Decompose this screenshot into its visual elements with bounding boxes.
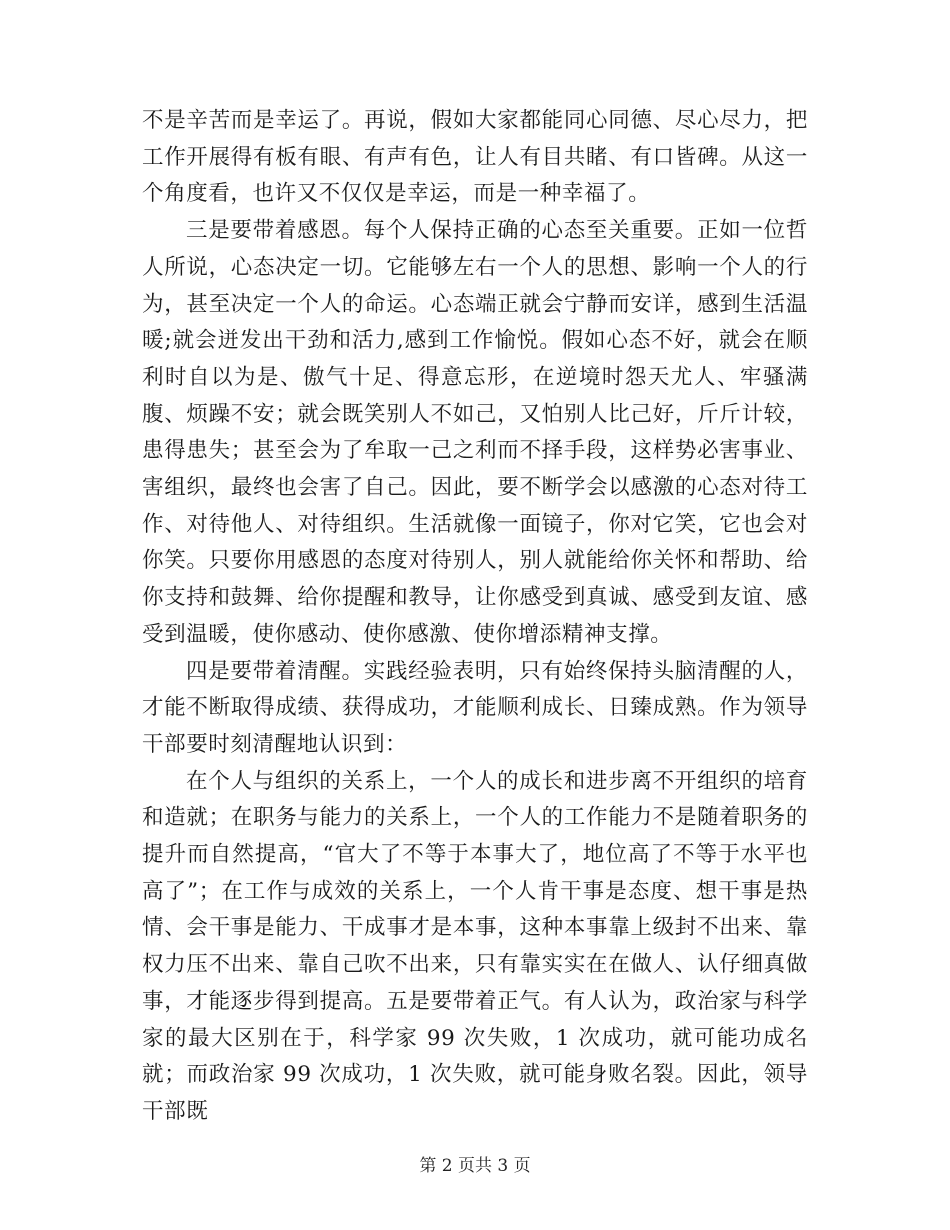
page-footer: 第 2 页共 3 页: [419, 1156, 531, 1176]
paragraph-continuation: 不是辛苦而是幸运了。再说，假如大家都能同心同德、尽心尽力，把工作开展得有板有眼、有声有色，让人有目共睹、有口皆碑。从这一个角度看，也许又不仅仅是幸运，而是一种幸福了。: [142, 108, 808, 207]
paragraph-relationships: 在个人与组织的关系上，一个人的成长和进步离不开组织的培育和造就；在职务与能力的关系上，一个人的工作能力不是随着职务的提升而自然提高，“官大了不等于本事大了，地位高了不等于水平也高了”；在工作与成效的关系上，一个人肯干事是态度、想干事是热情、会干事是能力、干成事才是本事，这种本事靠上级封不出来、靠权力压不出来、靠自己吹不出来，只有靠实实在在做人、认仔细真做事，才能逐步得到提高。五是要带着正气。有人认为，政治家与科学家的最大区别在于，科学家 99 次失败，1 次成功，就可能功成名就；而政治家 99 次成功，1 次失败，就可能身败名裂。因此，领导干部既: [142, 768, 808, 1124]
paragraph-gratitude: 三是要带着感恩。每个人保持正确的心态至关重要。正如一位哲人所说，心态决定一切。它能够左右一个人的思想、影响一个人的行为，甚至决定一个人的命运。心态端正就会宁静而安详，感到生活温暖;就会迸发出干劲和活力,感到工作愉悦。假如心态不好，就会在顺利时自以为是、傲气十足、得意忘形，在逆境时怨天尤人、牢骚满腹、烦躁不安；就会既笑别人不如己，又怕别人比己好，斤斤计较，患得患失；甚至会为了牟取一己之利而不择手段，这样势必害事业、害组织，最终也会害了自己。因此，要不断学会以感激的心态对待工作、对待他人、对待组织。生活就像一面镜子，你对它笑，它也会对你笑。只要你用感恩的态度对待别人，别人就能给你关怀和帮助、给你支持和鼓舞、给你提醒和教导，让你感受到真诚、感受到友谊、感受到温暖，使你感动、使你感激、使你增添精神支撑。: [142, 218, 808, 647]
document-body: [142, 103, 808, 1131]
paragraph-clarity: 四是要带着清醒。实践经验表明，只有始终保持头脑清醒的人，才能不断取得成绩、获得成功，才能顺利成长、日臻成熟。作为领导干部要时刻清醒地认识到：: [142, 658, 808, 757]
